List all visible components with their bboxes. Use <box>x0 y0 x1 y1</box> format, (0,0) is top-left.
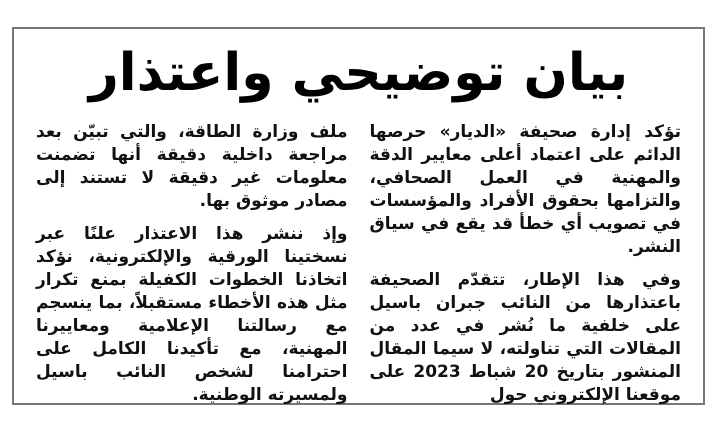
left-paragraph-2: وإذ ننشر هذا الاعتذار علنًا عبر نسختينا الورقية والإلكترونية، نؤكد اتخاذنا الخطوات الكفيلة بمنع تكرار مثل هذه الأخطاء مستقبلاً، بما ينسجم مع رسالتنا الإعلامية ومعاييرنا المهنية، مع تأكيدنا الكامل على احترامنا لشخص النائب باسيل ولمسيرته الوطنية. <box>36 224 348 405</box>
left-column <box>36 121 348 417</box>
article-columns <box>36 121 681 417</box>
headline: بيان توضيحي واعتذار <box>88 43 629 103</box>
right-paragraph-1: تؤكد إدارة صحيفة «الديار» حرصها الدائم على اعتماد أعلى معايير الدقة والمهنية في العمل الصحافي، والتزامها بحقوق الأفراد والمؤسسات في تصويب أي خطأ قد يقع في سياق النشر. <box>369 122 681 257</box>
left-paragraph-1: ملف وزارة الطاقة، والتي تبيّن بعد مراجعة داخلية دقيقة أنها تضمنت معلومات غير دقيقة لا تستند إلى مصادر موثوق بها. <box>36 122 348 211</box>
right-paragraph-2: وفي هذا الإطار، تتقدّم الصحيفة باعتذارها من النائب جبران باسيل على خلفية ما نُشر في عدد من المقالات التي تناولته، لا سيما المقال المنشور بتاريخ 20 شباط 2023 على موقعنا الإلكتروني حول <box>369 270 681 405</box>
right-column <box>370 121 682 417</box>
article-frame <box>12 27 705 405</box>
